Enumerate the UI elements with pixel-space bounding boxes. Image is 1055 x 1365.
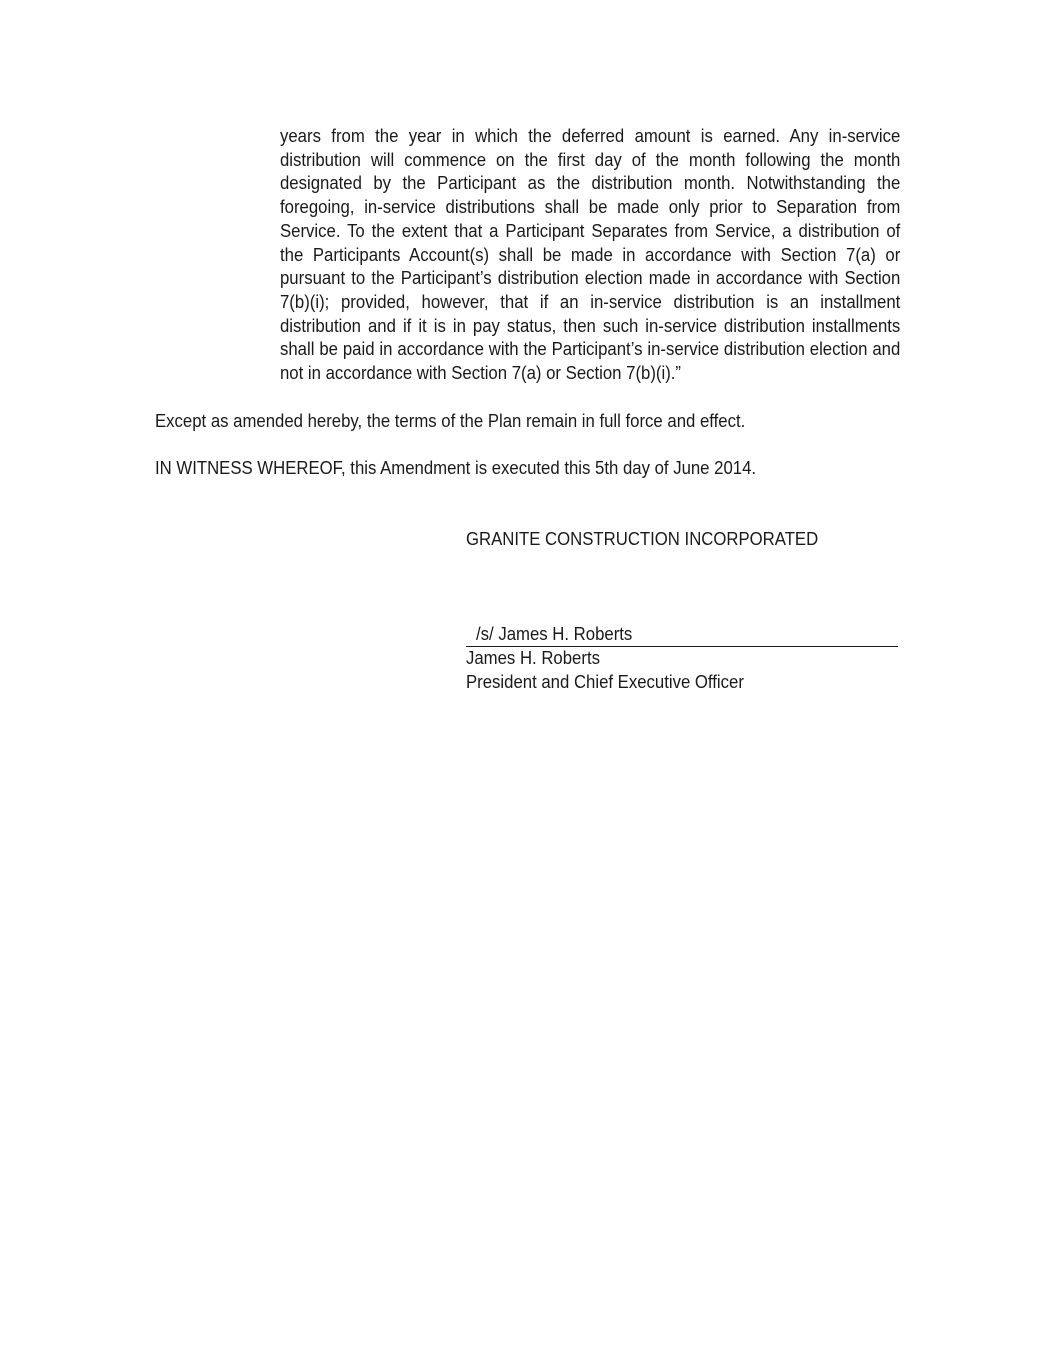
except-paragraph: Except as amended hereby, the terms of the Plan remain in full force and effect. [155,411,746,431]
witness-paragraph: IN WITNESS WHEREOF, this Amendment is executed this 5th day of June 2014. [155,458,757,478]
signature: /s/ James H. Roberts [476,624,633,644]
signer-name: James H. Roberts [466,648,600,668]
quoted-amendment-paragraph: years from the year in which the deferred amount is earned. Any in-service distribution will commence on the first day of the month following the month designated by the Participant as the distribution month. Notwithstanding the foregoing, in-service distributions shall be made only prior to Separation from Service. To the extent that a Participant Separates from Service, a distribution of the Participants Account(s) shall be made in accordance with Section 7(a) or pursuant to the Participant’s distribution election made in accordance with Section 7(b)(i); provided, however, that if an in-service distribution is an installment distribution and if it is in pay status, then such in-service distribution installments shall be paid in accordance with the Participant’s in-service distribution election and not in accordance with Section 7(a) or Section 7(b)(i).” [280,126,901,384]
signer-title: President and Chief Executive Officer [466,672,744,692]
signature-line [466,623,898,647]
company-name: GRANITE CONSTRUCTION INCORPORATED [466,529,819,549]
